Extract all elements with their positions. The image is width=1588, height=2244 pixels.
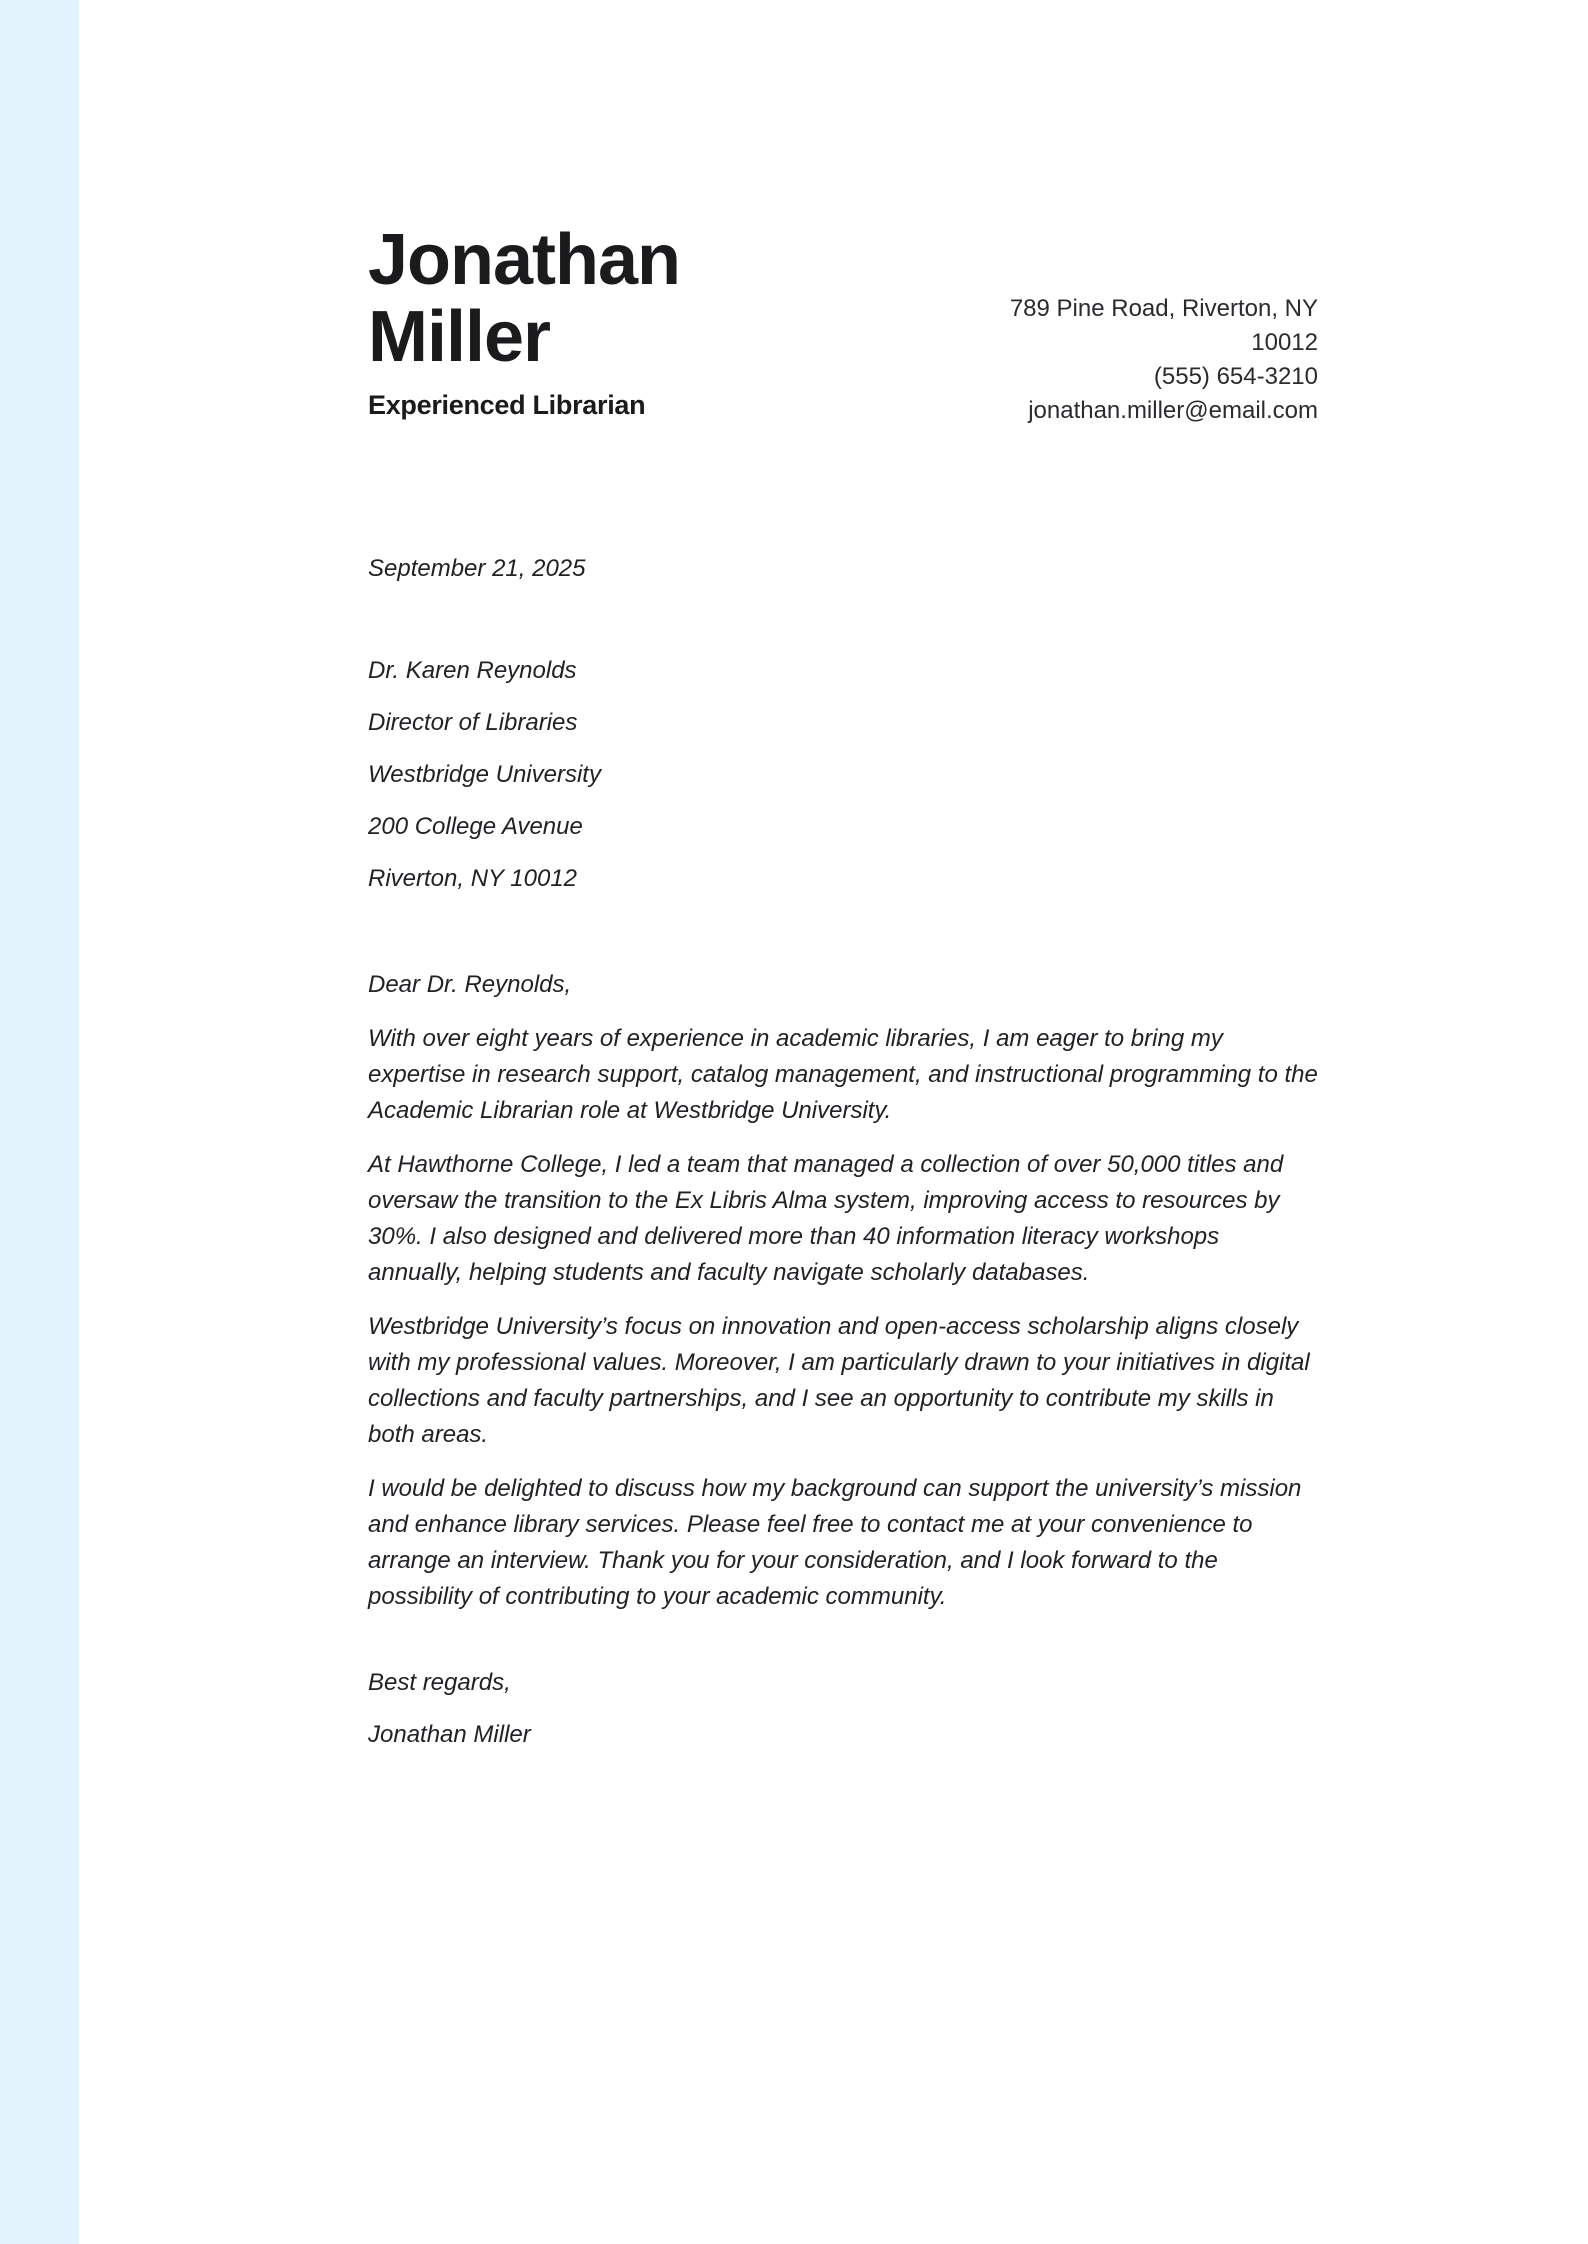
identity-block xyxy=(368,222,680,423)
salutation: Dear Dr. Reynolds, xyxy=(368,971,572,998)
letter-body xyxy=(368,551,1318,1753)
contact-phone: (555) 654-3210 xyxy=(1153,363,1318,390)
letter-header xyxy=(368,222,1318,428)
letter-paragraph: With over eight years of experience in academic libraries, I am eager to bring my expertise in research support, catalog management, and instructional programming to the Academic Librarian role at Westbridge University. xyxy=(368,1025,1318,1124)
recipient-title: Director of Libraries xyxy=(368,709,578,736)
letter-paragraph: At Hawthorne College, I led a team that managed a collection of over 50,000 titles and oversaw the transition to the Ex Libris Alma system, improving access to resources by 30%. I also designed and delivered more than 40 information literacy workshops annually, helping students and faculty navigate scholarly databases. xyxy=(368,1151,1284,1286)
contact-email: jonathan.miller@email.com xyxy=(1028,397,1318,424)
recipient-city: Riverton, NY 10012 xyxy=(368,865,578,892)
contact-address-line-1: 789 Pine Road, Riverton, NY xyxy=(1009,295,1318,322)
recipient-organization: Westbridge University xyxy=(368,761,601,788)
sender-name xyxy=(368,222,680,376)
letter-paragraph: Westbridge University’s focus on innovation and open-access scholarship aligns closely with my professional values. Moreover, I am particularly drawn to your initiatives in digital collections and faculty partnerships, and I see an opportunity to contribute my skills in both areas. xyxy=(368,1313,1310,1448)
sender-first-name: Jonathan xyxy=(368,220,681,300)
left-accent-strip xyxy=(0,0,79,2244)
sender-job-title: Experienced Librarian xyxy=(368,390,646,420)
contact-address-line-2: 10012 xyxy=(1251,329,1318,356)
sender-last-name: Miller xyxy=(368,297,551,377)
contact-block xyxy=(1010,292,1318,428)
recipient-name: Dr. Karen Reynolds xyxy=(368,657,577,684)
recipient-block xyxy=(368,653,1318,897)
letter-date: September 21, 2025 xyxy=(368,555,586,582)
closing: Best regards, xyxy=(368,1669,511,1696)
letter-content xyxy=(368,0,1318,1753)
letter-paragraph: I would be delighted to discuss how my background can support the university’s mission and enhance library services. Please feel free to contact me at your convenience to arrange an interview. Thank you for your consideration, and I look forward to the possibility of contributing to your academic community. xyxy=(368,1475,1302,1610)
signature-name: Jonathan Miller xyxy=(368,1721,531,1748)
recipient-street: 200 College Avenue xyxy=(368,813,583,840)
